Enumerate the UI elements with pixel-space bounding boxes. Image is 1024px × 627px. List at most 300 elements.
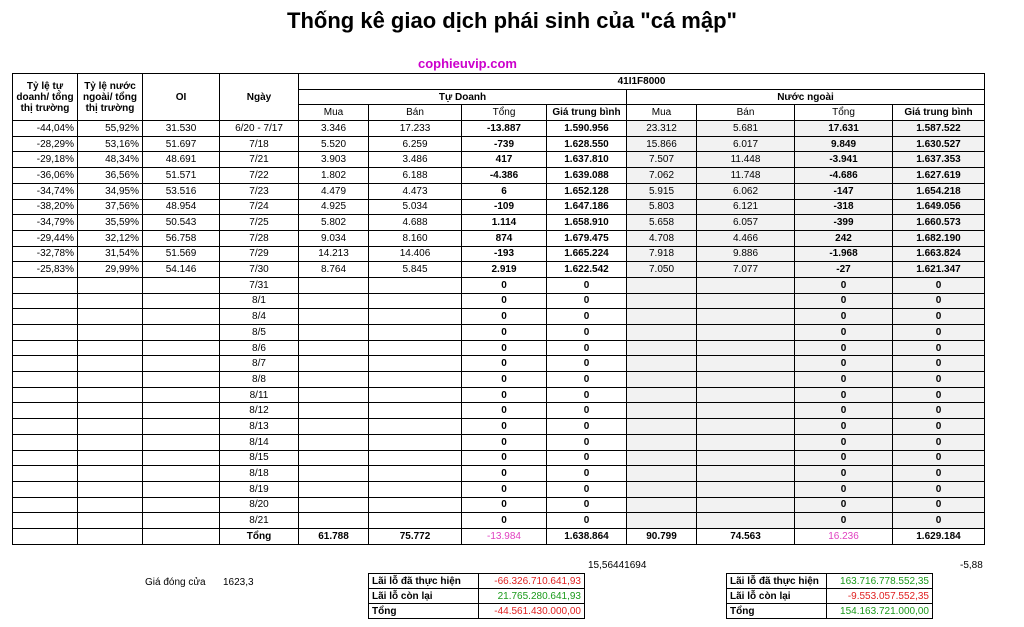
cell-nn-mua: 15.866 — [627, 136, 697, 152]
cell-td-ban — [369, 481, 462, 497]
cell-nn-gia: 1.660.573 — [893, 215, 985, 231]
cell-day: 7/21 — [220, 152, 299, 168]
table-row — [13, 419, 985, 435]
cell-nn-gia: 0 — [893, 419, 985, 435]
pl-nn-remaining-label: Lãi lỗ còn lại — [727, 589, 827, 604]
cell-nn-gia: 0 — [893, 340, 985, 356]
total-td-ban: 75.772 — [369, 528, 462, 544]
cell-nn-ban — [697, 293, 795, 309]
cell-nn-tong: -4.686 — [795, 168, 893, 184]
cell-nn-ban — [697, 513, 795, 529]
table-row — [13, 481, 985, 497]
cell-nn-gia: 1.587.522 — [893, 121, 985, 137]
cell-nn-tong: -3.941 — [795, 152, 893, 168]
cell-day: 7/31 — [220, 277, 299, 293]
close-price-value: 1623,3 — [223, 577, 254, 588]
cell-day: 7/24 — [220, 199, 299, 215]
pl-td-realized-label: Lãi lỗ đã thực hiện — [369, 574, 479, 589]
cell-day: 8/8 — [220, 372, 299, 388]
cell-ratio-td — [13, 419, 78, 435]
cell-td-ban — [369, 387, 462, 403]
cell-td-tong: 874 — [462, 230, 547, 246]
cell-nn-tong: 0 — [795, 340, 893, 356]
cell-td-ban — [369, 466, 462, 482]
cell-td-mua: 9.034 — [299, 230, 369, 246]
cell-nn-mua — [627, 356, 697, 372]
cell-nn-gia: 1.654.218 — [893, 183, 985, 199]
cell-oi: 51.571 — [143, 168, 220, 184]
cell-td-tong: 0 — [462, 466, 547, 482]
cell-nn-ban — [697, 387, 795, 403]
pl-nn-total-value: 154.163.721.000,00 — [827, 604, 933, 619]
table-row — [13, 450, 985, 466]
cell-day: 8/7 — [220, 356, 299, 372]
cell-oi: 48.954 — [143, 199, 220, 215]
table-row — [13, 356, 985, 372]
cell-nn-ban: 11.748 — [697, 168, 795, 184]
cell-td-ban: 6.188 — [369, 168, 462, 184]
cell-nn-ban — [697, 434, 795, 450]
cell-ratio-nn — [78, 450, 143, 466]
cell-ratio-nn: 29,99% — [78, 262, 143, 278]
cell-oi — [143, 325, 220, 341]
cell-ratio-td — [13, 387, 78, 403]
cell-td-mua — [299, 497, 369, 513]
cell-ratio-td: -32,78% — [13, 246, 78, 262]
cell-ratio-td — [13, 434, 78, 450]
cell-ratio-td: -38,20% — [13, 199, 78, 215]
cell-td-tong: 0 — [462, 356, 547, 372]
cell-nn-gia: 1.630.527 — [893, 136, 985, 152]
cell-ratio-nn: 36,56% — [78, 168, 143, 184]
cell-nn-tong: 0 — [795, 497, 893, 513]
cell-td-mua — [299, 277, 369, 293]
cell-day: 8/6 — [220, 340, 299, 356]
cell-td-tong: 0 — [462, 387, 547, 403]
cell-td-ban — [369, 450, 462, 466]
cell-nn-tong: 17.631 — [795, 121, 893, 137]
cell-oi — [143, 372, 220, 388]
table-row — [13, 309, 985, 325]
cell-td-gia: 0 — [547, 356, 627, 372]
close-price-label: Giá đóng cửa — [145, 577, 206, 588]
trading-table — [12, 73, 985, 545]
cell-oi: 48.691 — [143, 152, 220, 168]
cell-ratio-td — [13, 450, 78, 466]
pl-td-remaining-value: 21.765.280.641,93 — [479, 589, 585, 604]
cell-oi — [143, 513, 220, 529]
cell-day: 7/18 — [220, 136, 299, 152]
cell-ratio-td: -29,18% — [13, 152, 78, 168]
cell-ratio-nn — [78, 340, 143, 356]
cell-td-ban: 8.160 — [369, 230, 462, 246]
total-td-tong: -13.984 — [462, 528, 547, 544]
cell-ratio-nn: 48,34% — [78, 152, 143, 168]
cell-oi: 50.543 — [143, 215, 220, 231]
cell-td-tong: 0 — [462, 340, 547, 356]
cell-td-tong: 1.114 — [462, 215, 547, 231]
cell-nn-ban: 6.121 — [697, 199, 795, 215]
cell-nn-tong: -27 — [795, 262, 893, 278]
cell-td-gia: 0 — [547, 340, 627, 356]
cell-td-ban — [369, 340, 462, 356]
cell-td-gia: 1.628.550 — [547, 136, 627, 152]
cell-ratio-td — [13, 372, 78, 388]
cell-nn-tong: 0 — [795, 372, 893, 388]
cell-td-gia: 0 — [547, 277, 627, 293]
cell-day: 8/21 — [220, 513, 299, 529]
cell-nn-gia: 0 — [893, 293, 985, 309]
cell-td-tong: 0 — [462, 434, 547, 450]
cell-td-mua — [299, 372, 369, 388]
cell-ratio-nn: 55,92% — [78, 121, 143, 137]
cell-td-mua — [299, 340, 369, 356]
cell-td-gia: 0 — [547, 387, 627, 403]
cell-td-tong: 0 — [462, 309, 547, 325]
cell-nn-mua: 7.050 — [627, 262, 697, 278]
cell-ratio-nn: 35,59% — [78, 215, 143, 231]
cell-td-tong: 2.919 — [462, 262, 547, 278]
cell-oi: 31.530 — [143, 121, 220, 137]
total-nn-mua: 90.799 — [627, 528, 697, 544]
cell-nn-ban — [697, 466, 795, 482]
cell-td-gia: 0 — [547, 481, 627, 497]
header-nn-ban: Bán — [697, 105, 795, 121]
cell-day: 8/11 — [220, 387, 299, 403]
table-row — [13, 497, 985, 513]
cell-td-mua — [299, 309, 369, 325]
cell-oi — [143, 450, 220, 466]
cell-ratio-td: -34,79% — [13, 215, 78, 231]
cell-td-tong: 0 — [462, 497, 547, 513]
cell-td-mua: 1.802 — [299, 168, 369, 184]
cell-ratio-td — [13, 466, 78, 482]
cell-td-ban: 17.233 — [369, 121, 462, 137]
cell-ratio-nn: 34,95% — [78, 183, 143, 199]
header-day: Ngày — [220, 74, 299, 121]
cell-td-mua: 4.925 — [299, 199, 369, 215]
table-row — [13, 325, 985, 341]
cell-nn-gia: 1.637.353 — [893, 152, 985, 168]
cell-nn-ban — [697, 309, 795, 325]
cell-nn-mua: 23.312 — [627, 121, 697, 137]
cell-td-tong: -109 — [462, 199, 547, 215]
pl-nuoc-ngoai-table — [726, 573, 933, 619]
cell-nn-mua — [627, 434, 697, 450]
cell-day: 8/5 — [220, 325, 299, 341]
cell-ratio-td — [13, 340, 78, 356]
cell-oi — [143, 434, 220, 450]
cell-nn-gia: 0 — [893, 450, 985, 466]
cell-day: 8/13 — [220, 419, 299, 435]
cell-nn-mua — [627, 293, 697, 309]
cell-nn-ban: 6.057 — [697, 215, 795, 231]
cell-nn-gia: 0 — [893, 277, 985, 293]
cell-nn-mua — [627, 387, 697, 403]
cell-ratio-td — [13, 481, 78, 497]
cell-day: 8/15 — [220, 450, 299, 466]
cell-nn-mua — [627, 325, 697, 341]
cell-nn-mua — [627, 419, 697, 435]
cell-td-gia: 1.637.810 — [547, 152, 627, 168]
table-row — [13, 372, 985, 388]
cell-nn-gia: 0 — [893, 356, 985, 372]
cell-td-gia: 0 — [547, 325, 627, 341]
cell-nn-gia: 0 — [893, 325, 985, 341]
cell-td-gia: 1.590.956 — [547, 121, 627, 137]
cell-ratio-nn: 53,16% — [78, 136, 143, 152]
cell-td-tong: -739 — [462, 136, 547, 152]
cell-oi: 53.516 — [143, 183, 220, 199]
cell-td-gia: 0 — [547, 403, 627, 419]
cell-nn-ban — [697, 372, 795, 388]
cell-nn-tong: 0 — [795, 466, 893, 482]
cell-td-ban: 5.845 — [369, 262, 462, 278]
cell-td-gia: 0 — [547, 419, 627, 435]
cell-nn-tong: 0 — [795, 293, 893, 309]
cell-oi — [143, 293, 220, 309]
cell-ratio-nn — [78, 387, 143, 403]
nn-diff-value: -5,88 — [960, 560, 983, 571]
cell-nn-ban — [697, 356, 795, 372]
cell-day: 8/1 — [220, 293, 299, 309]
cell-td-ban: 6.259 — [369, 136, 462, 152]
header-tu-doanh: Tự Doanh — [299, 89, 627, 105]
cell-nn-mua: 4.708 — [627, 230, 697, 246]
cell-nn-ban: 6.062 — [697, 183, 795, 199]
cell-ratio-nn — [78, 497, 143, 513]
cell-nn-mua — [627, 450, 697, 466]
cell-ratio-td — [13, 403, 78, 419]
cell-ratio-nn — [78, 277, 143, 293]
cell-td-gia: 0 — [547, 497, 627, 513]
cell-td-gia: 0 — [547, 372, 627, 388]
cell-td-gia: 1.652.128 — [547, 183, 627, 199]
cell-ratio-td — [13, 513, 78, 529]
cell-nn-gia: 0 — [893, 434, 985, 450]
header-nn-tong: Tổng — [795, 105, 893, 121]
cell-ratio-nn — [78, 466, 143, 482]
cell-td-ban — [369, 497, 462, 513]
pl-nn-remaining-value: -9.553.057.552,35 — [827, 589, 933, 604]
cell-nn-tong: 9.849 — [795, 136, 893, 152]
cell-day: 8/12 — [220, 403, 299, 419]
cell-ratio-nn — [78, 513, 143, 529]
header-nuoc-ngoai: Nước ngoài — [627, 89, 985, 105]
cell-td-gia: 1.665.224 — [547, 246, 627, 262]
cell-td-tong: 0 — [462, 419, 547, 435]
cell-nn-gia: 0 — [893, 372, 985, 388]
cell-ratio-td — [13, 325, 78, 341]
cell-oi — [143, 497, 220, 513]
total-td-gia: 1.638.864 — [547, 528, 627, 544]
cell-day: 6/20 - 7/17 — [220, 121, 299, 137]
cell-td-tong: 0 — [462, 481, 547, 497]
cell-nn-ban — [697, 325, 795, 341]
cell-oi — [143, 309, 220, 325]
cell-nn-tong: -399 — [795, 215, 893, 231]
cell-nn-gia: 1.682.190 — [893, 230, 985, 246]
pl-tu-doanh-table — [368, 573, 585, 619]
cell-ratio-td: -29,44% — [13, 230, 78, 246]
pl-nn-realized-value: 163.716.778.552,35 — [827, 574, 933, 589]
cell-ratio-nn: 37,56% — [78, 199, 143, 215]
header-td-tong: Tổng — [462, 105, 547, 121]
cell-day: 7/22 — [220, 168, 299, 184]
table-row — [13, 293, 985, 309]
cell-nn-gia: 0 — [893, 481, 985, 497]
cell-nn-gia: 1.663.824 — [893, 246, 985, 262]
cell-ratio-td: -44,04% — [13, 121, 78, 137]
cell-nn-mua — [627, 466, 697, 482]
cell-ratio-nn — [78, 372, 143, 388]
cell-td-mua — [299, 434, 369, 450]
cell-nn-gia: 0 — [893, 466, 985, 482]
cell-td-gia: 1.679.475 — [547, 230, 627, 246]
cell-nn-mua — [627, 340, 697, 356]
cell-oi — [143, 356, 220, 372]
cell-nn-ban: 7.077 — [697, 262, 795, 278]
cell-nn-ban: 6.017 — [697, 136, 795, 152]
cell-td-ban — [369, 325, 462, 341]
cell-td-ban: 4.688 — [369, 215, 462, 231]
cell-day: 8/4 — [220, 309, 299, 325]
cell-td-ban — [369, 356, 462, 372]
cell-day: 8/14 — [220, 434, 299, 450]
cell-td-gia: 1.622.542 — [547, 262, 627, 278]
cell-ratio-nn — [78, 434, 143, 450]
header-nn-mua: Mua — [627, 105, 697, 121]
cell-td-tong: 0 — [462, 513, 547, 529]
cell-td-mua — [299, 325, 369, 341]
table-row — [13, 403, 985, 419]
cell-nn-ban: 9.886 — [697, 246, 795, 262]
cell-day: 8/18 — [220, 466, 299, 482]
cell-td-gia: 1.639.088 — [547, 168, 627, 184]
cell-nn-gia: 0 — [893, 497, 985, 513]
cell-td-ban — [369, 293, 462, 309]
cell-td-mua: 5.520 — [299, 136, 369, 152]
cell-nn-mua — [627, 497, 697, 513]
cell-td-gia: 1.658.910 — [547, 215, 627, 231]
cell-nn-ban — [697, 419, 795, 435]
cell-ratio-nn — [78, 325, 143, 341]
header-td-ban: Bán — [369, 105, 462, 121]
cell-nn-tong: 0 — [795, 277, 893, 293]
cell-td-ban: 14.406 — [369, 246, 462, 262]
cell-oi — [143, 481, 220, 497]
cell-ratio-td — [13, 356, 78, 372]
cell-td-mua: 3.346 — [299, 121, 369, 137]
cell-ratio-nn — [78, 403, 143, 419]
cell-td-ban: 3.486 — [369, 152, 462, 168]
cell-nn-ban: 5.681 — [697, 121, 795, 137]
cell-td-ban: 4.473 — [369, 183, 462, 199]
td-diff-value: 15,56441694 — [588, 560, 647, 571]
cell-nn-tong: 0 — [795, 403, 893, 419]
cell-td-mua — [299, 356, 369, 372]
cell-td-gia: 0 — [547, 466, 627, 482]
cell-td-ban — [369, 372, 462, 388]
cell-nn-tong: 0 — [795, 481, 893, 497]
table-row — [13, 277, 985, 293]
cell-day: 7/29 — [220, 246, 299, 262]
cell-nn-mua: 5.803 — [627, 199, 697, 215]
cell-nn-ban — [697, 340, 795, 356]
cell-ratio-td: -34,74% — [13, 183, 78, 199]
cell-nn-tong: 0 — [795, 309, 893, 325]
cell-td-mua — [299, 513, 369, 529]
cell-oi: 56.758 — [143, 230, 220, 246]
cell-td-mua — [299, 403, 369, 419]
cell-td-tong: 0 — [462, 372, 547, 388]
pl-td-total-label: Tổng — [369, 604, 479, 619]
cell-td-tong: 417 — [462, 152, 547, 168]
cell-td-tong: 0 — [462, 325, 547, 341]
table-body — [13, 121, 985, 529]
cell-ratio-td — [13, 277, 78, 293]
cell-day: 7/25 — [220, 215, 299, 231]
cell-nn-tong: 0 — [795, 325, 893, 341]
cell-nn-tong: -147 — [795, 183, 893, 199]
cell-oi — [143, 419, 220, 435]
cell-oi — [143, 403, 220, 419]
table-row — [13, 152, 985, 168]
cell-td-tong: 0 — [462, 450, 547, 466]
cell-day: 8/20 — [220, 497, 299, 513]
cell-oi — [143, 340, 220, 356]
cell-td-ban — [369, 309, 462, 325]
table-row — [13, 262, 985, 278]
cell-td-mua — [299, 466, 369, 482]
cell-nn-tong: 242 — [795, 230, 893, 246]
cell-nn-ban — [697, 403, 795, 419]
cell-td-ban — [369, 419, 462, 435]
table-row — [13, 513, 985, 529]
cell-ratio-td — [13, 497, 78, 513]
table-row — [13, 199, 985, 215]
table-row — [13, 168, 985, 184]
cell-oi — [143, 277, 220, 293]
table-row — [13, 466, 985, 482]
cell-td-mua: 5.802 — [299, 215, 369, 231]
cell-td-ban: 5.034 — [369, 199, 462, 215]
cell-td-gia: 0 — [547, 450, 627, 466]
cell-nn-tong: 0 — [795, 434, 893, 450]
header-contract: 41I1F8000 — [299, 74, 985, 90]
cell-td-mua — [299, 450, 369, 466]
cell-td-tong: 0 — [462, 277, 547, 293]
cell-td-mua: 8.764 — [299, 262, 369, 278]
cell-td-tong: -13.887 — [462, 121, 547, 137]
pl-nn-realized-label: Lãi lỗ đã thực hiện — [727, 574, 827, 589]
cell-ratio-nn — [78, 356, 143, 372]
cell-td-ban — [369, 403, 462, 419]
cell-td-mua: 3.903 — [299, 152, 369, 168]
cell-ratio-td — [13, 309, 78, 325]
table-row — [13, 340, 985, 356]
cell-nn-mua — [627, 403, 697, 419]
page-title: Thống kê giao dịch phái sinh của "cá mập" — [287, 8, 737, 33]
cell-td-mua: 14.213 — [299, 246, 369, 262]
cell-nn-ban: 11.448 — [697, 152, 795, 168]
cell-td-mua — [299, 293, 369, 309]
pl-nn-total-label: Tổng — [727, 604, 827, 619]
cell-nn-mua: 7.507 — [627, 152, 697, 168]
total-nn-ban: 74.563 — [697, 528, 795, 544]
cell-nn-tong: 0 — [795, 513, 893, 529]
cell-ratio-td: -36,06% — [13, 168, 78, 184]
